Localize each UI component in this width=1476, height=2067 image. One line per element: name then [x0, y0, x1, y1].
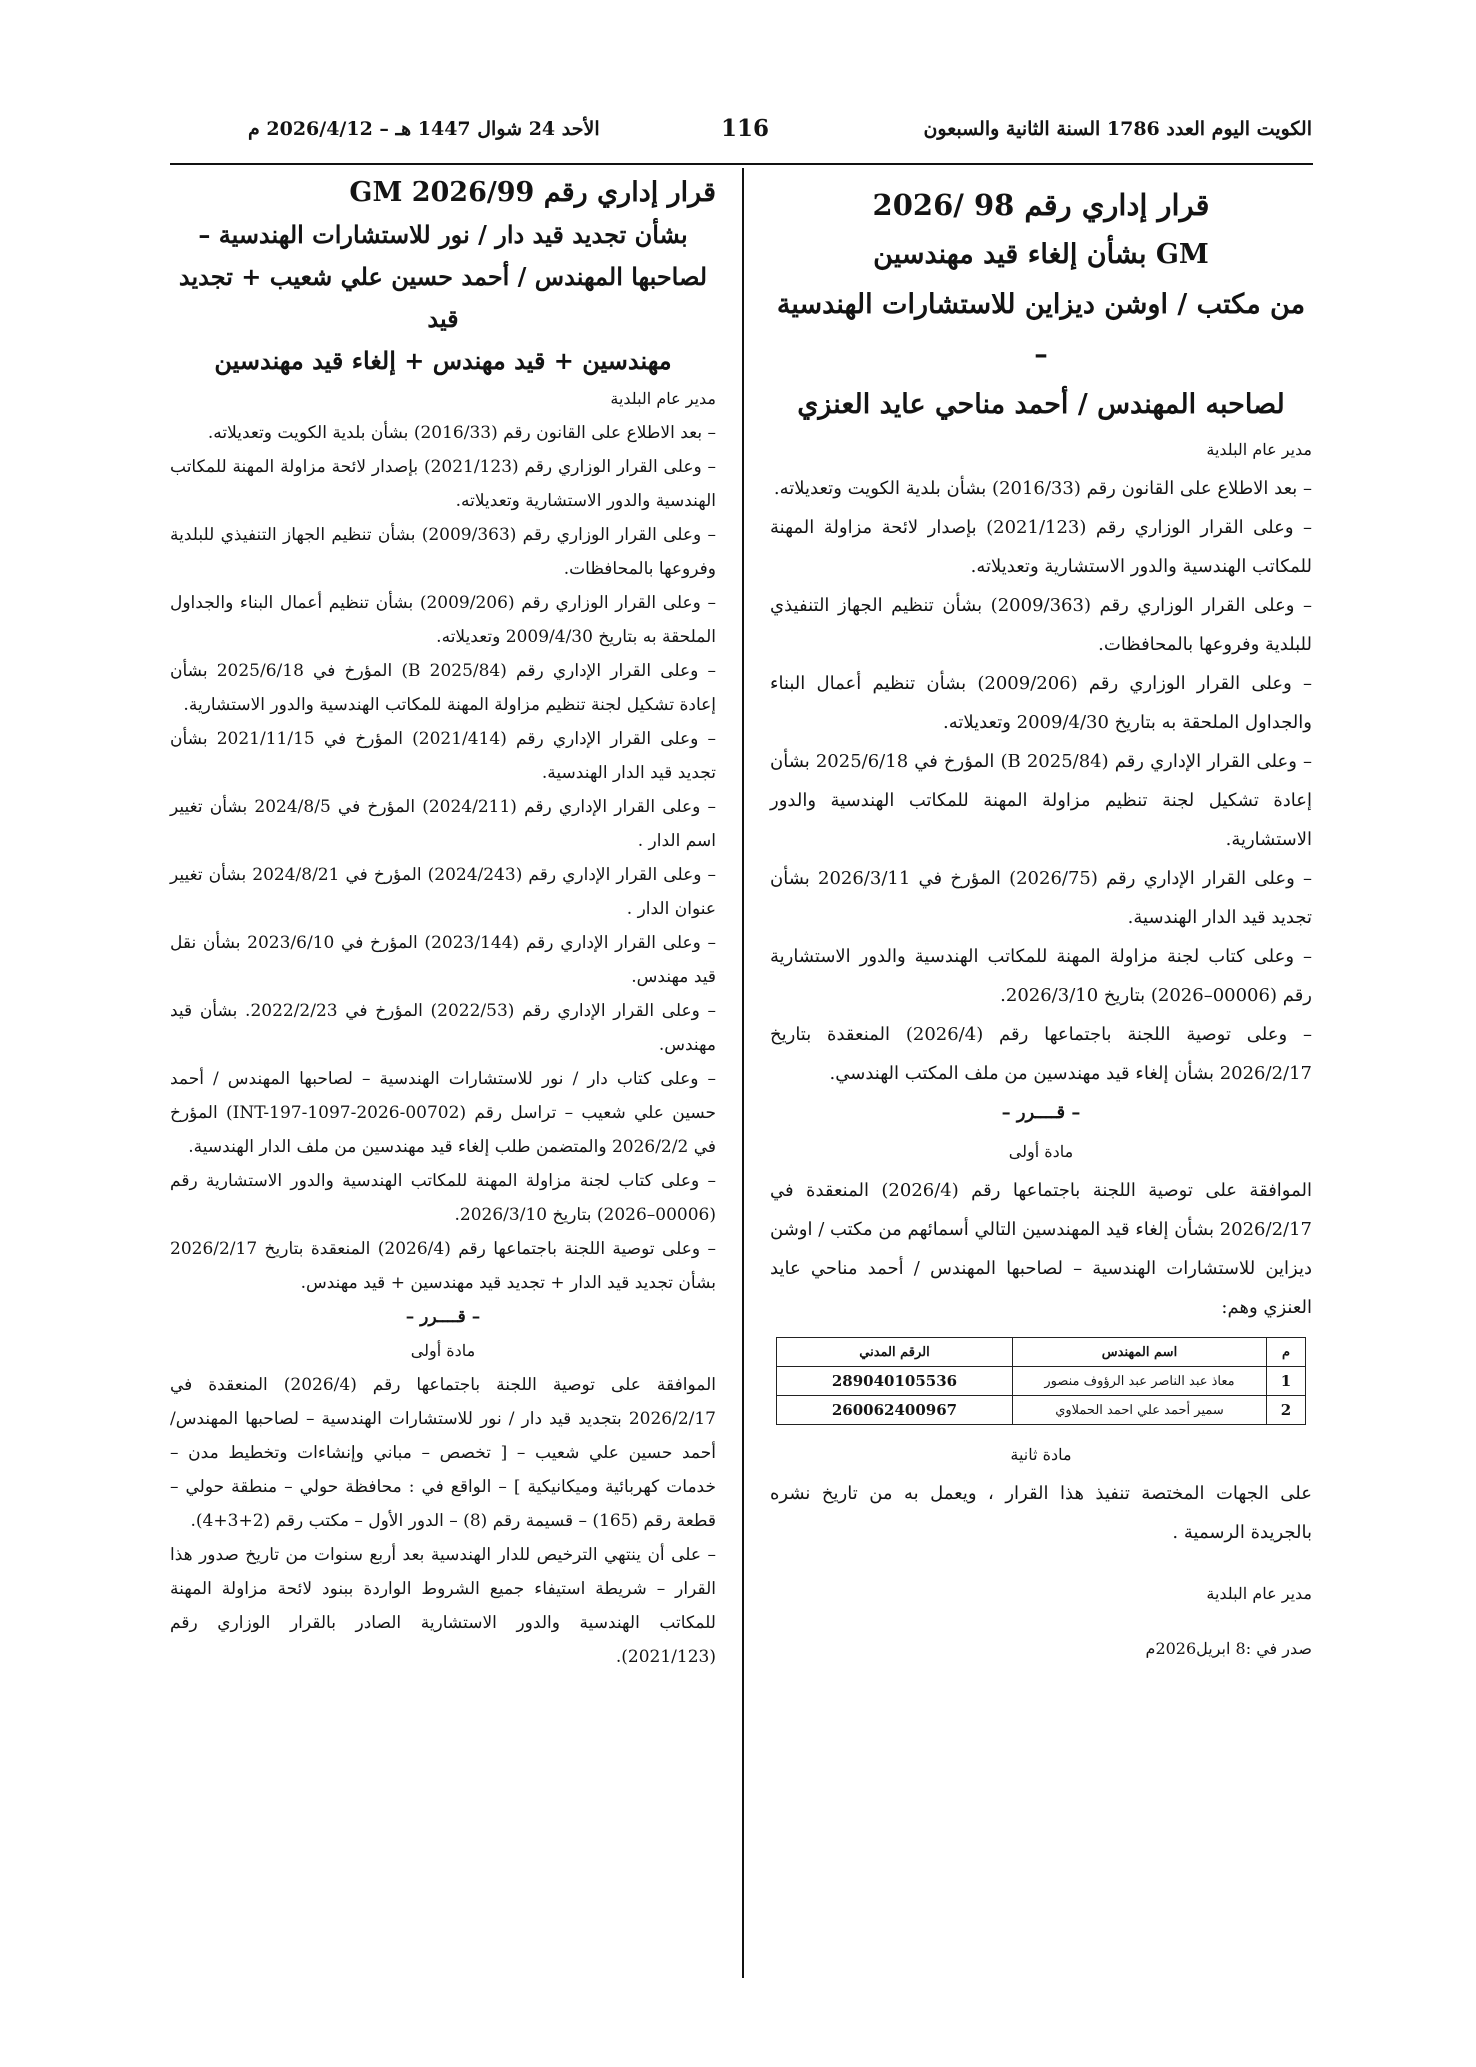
recital: – وعلى القرار الإداري رقم (2022/53) المؤرخ في 2022/2/23. بشأن قيد مهندس. — [170, 1001, 716, 1055]
decision-98-title: قرار إداري رقم 98 /2026 — [872, 188, 1210, 222]
recital: – وعلى توصية اللجنة باجتماعها رقم (2026/4) المنعقدة بتاريخ 2026/2/17 بشأن تجديد قيد الدار + تجديد قيد مهندسين + قيد مهندس. — [170, 1239, 717, 1293]
decision-99-title: قرار إداري رقم GM 2026/99 — [349, 177, 716, 208]
recital: – وعلى كتاب دار / نور للاستشارات الهندسية – لصاحبها المهندس / أحمد حسين علي شعيب – تراسل رقم (INT-197-1097-2026-00702) المؤرخ في 2026/2/2 والمتضمن طلب إلغاء قيد مهندسين من ملف الدار الهندسية. — [170, 1069, 717, 1157]
decision-99-subject-3: مهندسين + قيد مهندس + إلغاء قيد مهندسين — [214, 346, 672, 375]
civil-id: 289040105536 — [777, 1367, 1013, 1396]
recital: – وعلى القرار الإداري رقم (2024/211) المؤرخ في 2024/8/5 بشأن تغيير اسم الدار . — [170, 797, 716, 851]
decision-98-subject: GM بشأن إلغاء قيد مهندسين — [873, 239, 1209, 270]
header-page-number: 116 — [721, 115, 770, 142]
decision-98-issuer: مدير عام البلدية — [1206, 440, 1312, 459]
recital: – وعلى كتاب لجنة مزاولة المهنة للمكاتب الهندسية والدور الاستشارية رقم (00006–2026) بتاريخ 2026/3/10. — [170, 1171, 716, 1225]
engineers-table — [776, 1337, 1306, 1425]
decision-98-column — [770, 180, 1312, 1668]
article-1-text: الموافقة على توصية اللجنة باجتماعها رقم (2026/4) المنعقدة في 2026/2/17 بتجديد قيد دار / نور للاستشارات الهندسية – لصاحبها المهندس/ أحمد حسين علي شعيب – [ تخصص – مباني وإنشاءات وتخطيط مدن – خدمات كهربائية وميكانيكية ] – الواقع في : محافظة حولي – منطقة حولي – قطعة رقم (165) – قسيمة رقم (8) – الدور الأول – مكتب رقم (2+3+4). — [170, 1375, 716, 1531]
recital: – وعلى القرار الوزاري رقم (2009/363) بشأن تنظيم الجهاز التنفيذي للبلدية وفروعها بالمحافظات. — [170, 525, 716, 579]
article-2-text: على الجهات المختصة تنفيذ هذا القرار ، ويعمل به من تاريخ نشره بالجريدة الرسمية . — [770, 1483, 1312, 1543]
recital: – وعلى القرار الإداري رقم (2026/75) المؤرخ في 2026/3/11 بشأن تجديد قيد الدار الهندسية. — [770, 868, 1312, 928]
recital: – بعد الاطلاع على القانون رقم (2016/33) بشأن بلدية الكويت وتعديلاته. — [773, 478, 1312, 499]
article-2-title: مادة ثانية — [1010, 1445, 1072, 1464]
engineer-name: معاذ عبد الناصر عبد الرؤوف منصور — [1013, 1367, 1267, 1396]
row-index: 1 — [1267, 1367, 1306, 1396]
civil-id: 260062400967 — [777, 1396, 1013, 1425]
header-divider — [170, 163, 1313, 165]
column-divider — [742, 168, 744, 1978]
column-header-index: م — [1267, 1338, 1306, 1367]
decided-heading: – قــــرر – — [1001, 1102, 1081, 1123]
decision-99-issuer: مدير عام البلدية — [610, 389, 716, 408]
recital: – وعلى القرار الإداري رقم (2024/243) المؤرخ في 2024/8/21 بشأن تغيير عنوان الدار . — [170, 865, 716, 919]
recital: – وعلى القرار الإداري رقم (2023/144) المؤرخ في 2023/6/10 بشأن نقل قيد مهندس. — [170, 933, 717, 987]
recital: – وعلى توصية اللجنة باجتماعها رقم (2026/4) المنعقدة بتاريخ 2026/2/17 بشأن إلغاء قيد مهندسين من ملف المكتب الهندسي. — [770, 1024, 1312, 1084]
signature: مدير عام البلدية — [1206, 1584, 1312, 1603]
table-row — [777, 1396, 1306, 1425]
decision-98-office: من مكتب / اوشن ديزاين للاستشارات الهندسية – — [776, 289, 1306, 370]
recital: – وعلى كتاب لجنة مزاولة المهنة للمكاتب الهندسية والدور الاستشارية رقم (00006–2026) بتاريخ 2026/3/10. — [770, 946, 1312, 1006]
article-1-condition: – على أن ينتهي الترخيص للدار الهندسية بعد أربع سنوات من تاريخ صدور هذا القرار – شريطة استيفاء جميع الشروط الواردة ببنود لائحة مزاولة المهنة للمكاتب الهندسية والدور الاستشارية الصادر بالقرار الوزاري رقم (2021/123). — [170, 1545, 716, 1667]
issue-date: صدر في :8 ابريل2026م — [1145, 1639, 1312, 1658]
recital: – وعلى القرار الوزاري رقم (2021/123) بإصدار لائحة مزاولة المهنة للمكاتب الهندسية والدور الاستشارية وتعديلاته. — [770, 517, 1313, 577]
recital: – وعلى القرار الوزاري رقم (2009/206) بشأن تنظيم أعمال البناء والجداول الملحقة به بتاريخ 2009/4/30 وتعديلاته. — [170, 593, 716, 647]
decision-99-column — [170, 172, 716, 1674]
recital: – وعلى القرار الإداري رقم (B 2025/84) المؤرخ في 2025/6/18 بشأن إعادة تشكيل لجنة تنظيم مزاولة المهنة للمكاتب الهندسية والدور الاستشارية. — [170, 661, 717, 715]
article-1-title: مادة أولى — [410, 1341, 476, 1360]
recital: – وعلى القرار الوزاري رقم (2009/363) بشأن تنظيم الجهاز التنفيذي للبلدية وفروعها بالمحافظات. — [770, 595, 1312, 655]
recital: – وعلى القرار الإداري رقم (B 2025/84) المؤرخ في 2025/6/18 بشأن إعادة تشكيل لجنة تنظيم مزاولة المهنة للمكاتب الهندسية والدور الاستشارية. — [770, 751, 1312, 850]
article-1-title: مادة أولى — [1008, 1142, 1074, 1161]
decision-99-subject-1: بشأن تجديد قيد دار / نور للاستشارات الهندسية – — [198, 220, 688, 249]
article-1-text: الموافقة على توصية اللجنة باجتماعها رقم (2026/4) المنعقدة في 2026/2/17 بشأن إلغاء قيد المهندسين التالي أسمائهم من مكتب / اوشن ديزاين للاستشارات الهندسية – لصاحبها المهندس / أحمد مناحي عايد العنزي وهم: — [770, 1180, 1312, 1318]
row-index: 2 — [1267, 1396, 1306, 1425]
header-issue-info: الكويت اليوم العدد 1786 السنة الثانية والسبعون — [923, 118, 1312, 140]
decision-99-subject-2: لصاحبها المهندس / أحمد حسين علي شعيب + تجديد قيد — [178, 262, 708, 333]
engineer-name: سمير أحمد علي احمد الحملاوي — [1013, 1396, 1267, 1425]
recital: – وعلى القرار الإداري رقم (2021/414) المؤرخ في 2021/11/15 بشأن تجديد قيد الدار الهندسية. — [170, 729, 716, 783]
header-date: الأحد 24 شوال 1447 هـ – 2026/4/12 م — [248, 118, 600, 140]
decision-98-owner: لصاحبه المهندس / أحمد مناحي عايد العنزي — [797, 389, 1285, 420]
recital: – وعلى القرار الوزاري رقم (2021/123) بإصدار لائحة مزاولة المهنة للمكاتب الهندسية والدور الاستشارية وتعديلاته. — [170, 457, 716, 511]
column-header-civil-id: الرقم المدني — [777, 1338, 1013, 1367]
decided-heading: – قــــرر – — [405, 1307, 481, 1327]
recital: – بعد الاطلاع على القانون رقم (2016/33) بشأن بلدية الكويت وتعديلاته. — [207, 423, 716, 443]
recital: – وعلى القرار الوزاري رقم (2009/206) بشأن تنظيم أعمال البناء والجداول الملحقة به بتاريخ 2009/4/30 وتعديلاته. — [770, 673, 1312, 733]
column-header-name: اسم المهندس — [1013, 1338, 1267, 1367]
table-header-row — [777, 1338, 1306, 1367]
table-row — [777, 1367, 1306, 1396]
